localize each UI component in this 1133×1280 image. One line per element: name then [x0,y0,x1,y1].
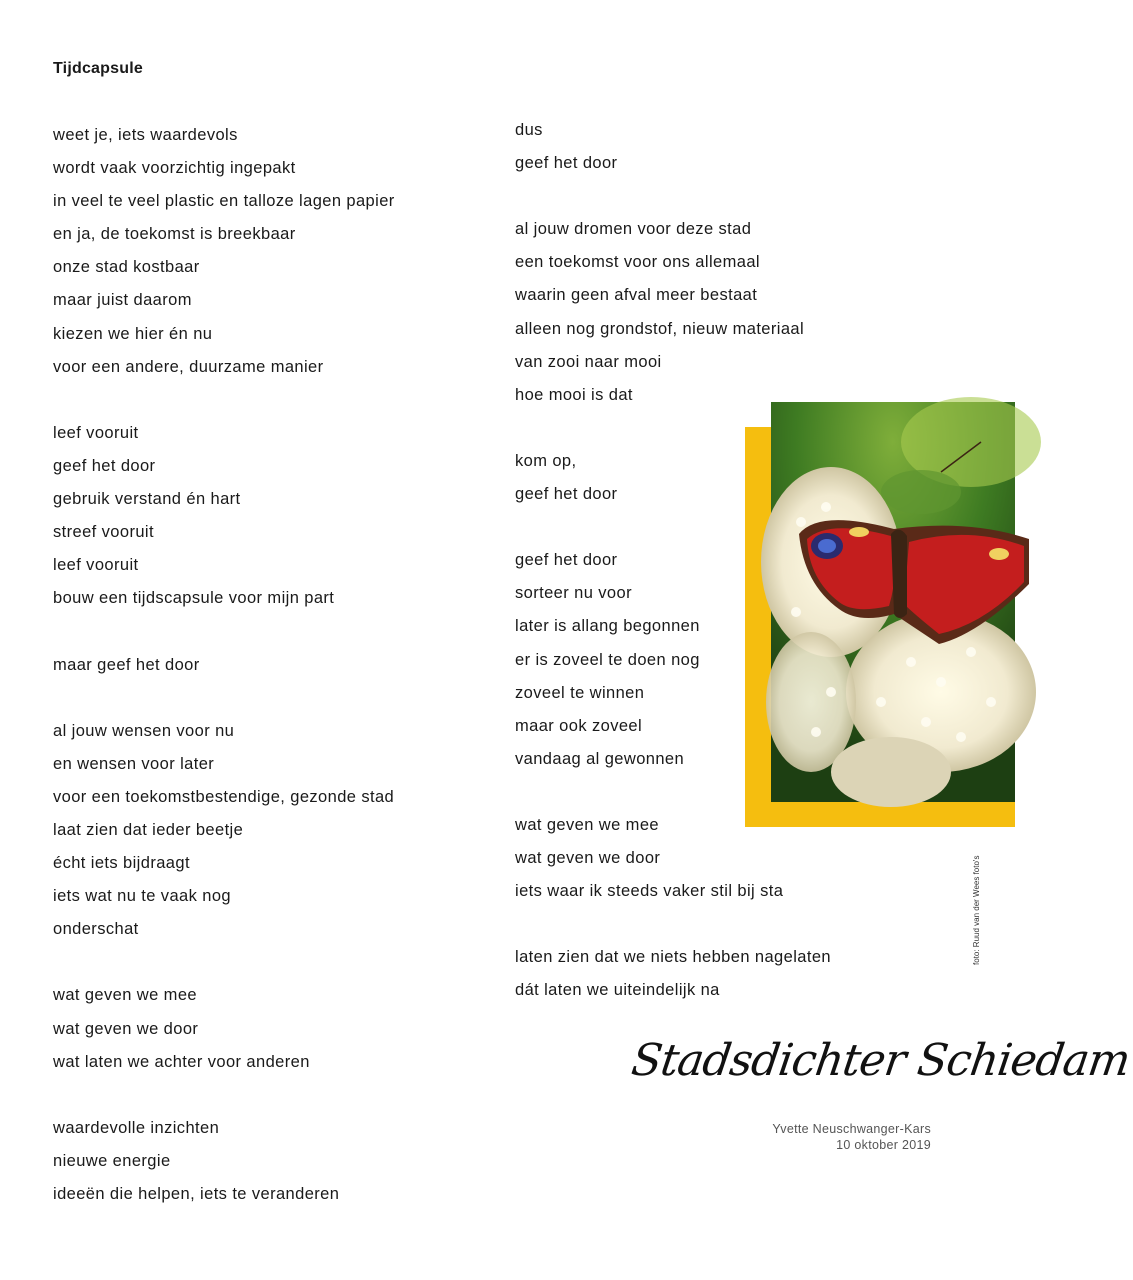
poem-line: en wensen voor later [53,754,215,773]
poem-line: zoveel te winnen [515,683,645,702]
stanza-break [53,1084,493,1117]
poem-line: geef het door [515,485,618,504]
poem-line: dus [515,121,543,139]
stanza-break [53,389,493,422]
poem-line: leef vooruit [53,556,139,575]
poem-line: wat geven we mee [53,986,197,1005]
poem-line: wordt vaak voorzichtig ingepakt [53,159,296,178]
author-name: Yvette Neuschwanger-Kars [772,1122,931,1136]
poem-left-column [53,124,493,1216]
poem-line: voor een andere, duurzame manier [53,357,324,376]
poem-line: ideeën die helpen, iets te veranderen [53,1185,340,1203]
poem-line: wat laten we achter voor anderen [53,1052,310,1071]
poem-date: 10 oktober 2019 [836,1138,931,1152]
stanza-break [53,687,493,720]
poem-line: onze stad kostbaar [53,258,200,277]
poem-line: laat zien dat ieder beetje [53,820,244,839]
poem-line: streef vooruit [53,523,154,542]
poem-line: wat geven we mee [515,815,659,834]
poem-line: al jouw wensen voor nu [53,721,235,740]
poem-line: geef het door [515,154,618,173]
stadsdichter-logo: Stadsdichter Schiedam [628,1035,1133,1086]
poem-line: waarin geen afval meer bestaat [515,286,758,305]
poem-line: hoe mooi is dat [515,385,633,404]
poem-line: kom op, [515,451,577,470]
poem-line: wat geven we door [515,849,661,868]
poem-line: in veel te veel plastic en talloze lagen papier [53,192,395,211]
poem-line: alleen nog grondstof, nieuw materiaal [515,319,805,338]
poem-line: geef het door [515,551,618,570]
poem-line: geef het door [53,456,156,475]
stanza-break [515,913,935,946]
poem-line: laten zien dat we niets hebben nagelaten [515,948,831,967]
poem-line: bouw een tijdscapsule voor mijn part [53,589,335,608]
poem-line: sorteer nu voor [515,584,632,603]
poem-line: weet je, iets waardevols [53,126,238,144]
poem-line: maar juist daarom [53,291,192,310]
poem-title: Tijdcapsule [53,60,143,77]
poem-line: waardevolle inzichten [53,1118,220,1137]
poem-line: een toekomst voor ons allemaal [515,253,760,272]
poem-line: voor een toekomstbestendige, gezonde stad [53,787,395,806]
stanza-break [53,951,493,984]
poem-line: er is zoveel te doen nog [515,650,700,669]
stanza-break [53,620,493,653]
poem-line: maar geef het door [53,655,200,674]
poem-line: nieuwe energie [53,1151,171,1170]
poem-line: maar ook zoveel [515,716,643,735]
poem-line: dát laten we uiteindelijk na [515,981,720,1000]
poem-line: iets wat nu te vaak nog [53,887,231,906]
poem-line: wat geven we door [53,1019,199,1038]
poem-line: leef vooruit [53,423,139,442]
poem-line: later is allang begonnen [515,617,700,636]
author-block [772,1121,931,1153]
poem-line: van zooi naar mooi [515,352,662,371]
stanza-break [515,185,935,218]
poem-line: onderschat [53,920,139,939]
poem-line: al jouw dromen voor deze stad [515,220,752,239]
poem-line: kiezen we hier én nu [53,324,213,343]
poem-line: gebruik verstand én hart [53,490,241,509]
poem-line: iets waar ik steeds vaker stil bij sta [515,882,784,901]
poem-line: en ja, de toekomst is breekbaar [53,225,296,244]
poem-line: vandaag al gewonnen [515,749,685,768]
poem-line: écht iets bijdraagt [53,854,190,873]
butterfly-photo [771,402,1015,802]
photo-credit: foto: Ruud van der Wees foto's [972,855,981,965]
